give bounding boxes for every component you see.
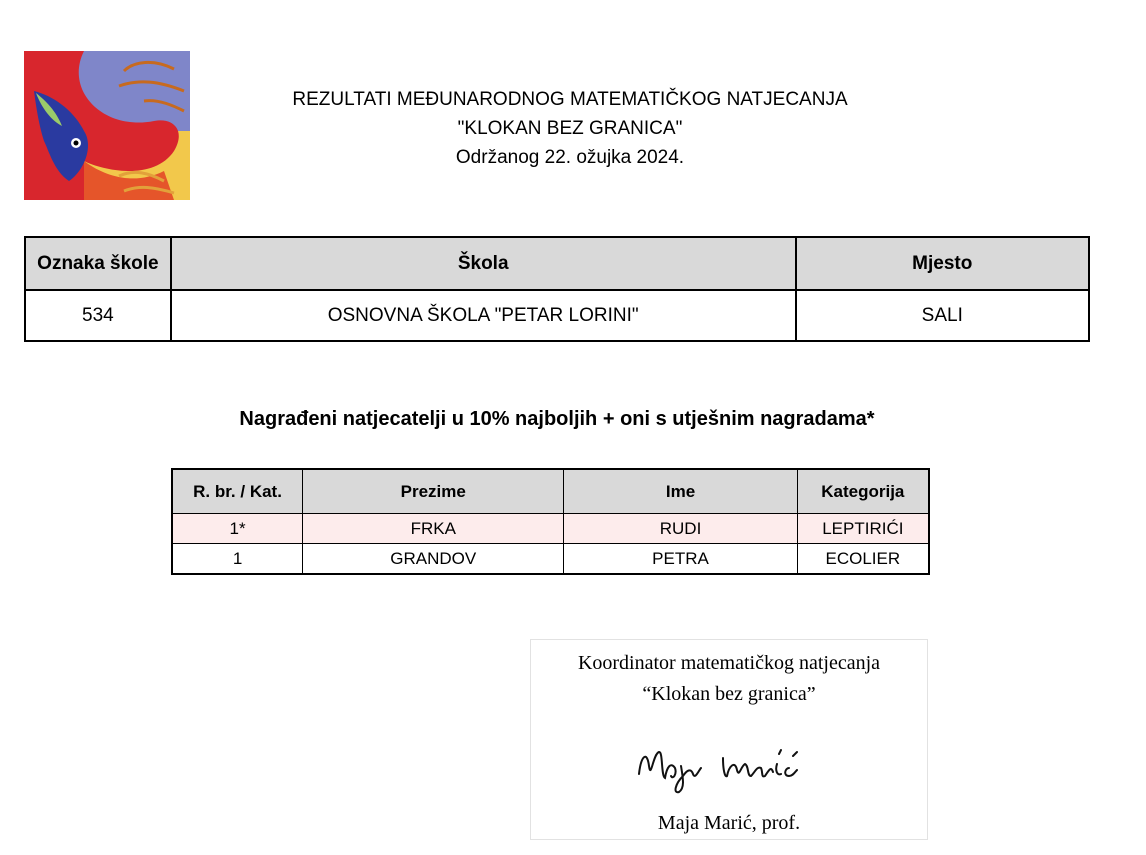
column-header: Mjesto: [796, 237, 1089, 290]
rank-cell: 1: [172, 544, 303, 575]
school-name: OSNOVNA ŠKOLA "PETAR LORINI": [171, 290, 796, 341]
school-table-header: [25, 237, 1089, 290]
column-header: Oznaka škole: [25, 237, 171, 290]
results-table: [171, 468, 930, 575]
name-cell: PETRA: [564, 544, 797, 575]
results-subtitle: Nagrađeni natjecatelji u 10% najboljih + oni s utješnim nagradama*: [239, 408, 875, 430]
document-header: [250, 85, 890, 172]
coordinator-signature-block: [530, 639, 928, 840]
column-header: R. br. / Kat.: [172, 469, 303, 514]
category-cell: LEPTIRIĆI: [797, 514, 929, 544]
results-table-header: [172, 469, 929, 514]
kangaroo-logo-icon: [24, 51, 190, 200]
school-table: [24, 236, 1090, 342]
header-title: REZULTATI MEĐUNARODNOG MATEMATIČKOG NATJECANJA: [292, 89, 848, 110]
school-place: SALI: [796, 290, 1089, 341]
header-competition-name: "KLOKAN BEZ GRANICA": [457, 118, 683, 139]
school-table-row: [25, 290, 1089, 341]
rank-cell: 1*: [172, 514, 303, 544]
coordinator-title: Koordinator matematičkog natjecanja: [577, 652, 881, 674]
category-cell: ECOLIER: [797, 544, 929, 575]
column-header: Škola: [171, 237, 796, 290]
kangaroo-logo: [24, 51, 190, 200]
handwritten-signature: [631, 736, 831, 796]
header-date: Održanog 22. ožujka 2024.: [455, 147, 685, 168]
coordinator-competition: “Klokan bez granica”: [642, 683, 816, 705]
column-header: Prezime: [303, 469, 564, 514]
name-cell: RUDI: [564, 514, 797, 544]
school-code: 534: [25, 290, 171, 341]
column-header: Kategorija: [797, 469, 929, 514]
table-row: [172, 514, 929, 544]
table-row: [172, 544, 929, 575]
surname-cell: GRANDOV: [303, 544, 564, 575]
surname-cell: FRKA: [303, 514, 564, 544]
column-header: Ime: [564, 469, 797, 514]
coordinator-name: Maja Marić, prof.: [657, 812, 801, 834]
